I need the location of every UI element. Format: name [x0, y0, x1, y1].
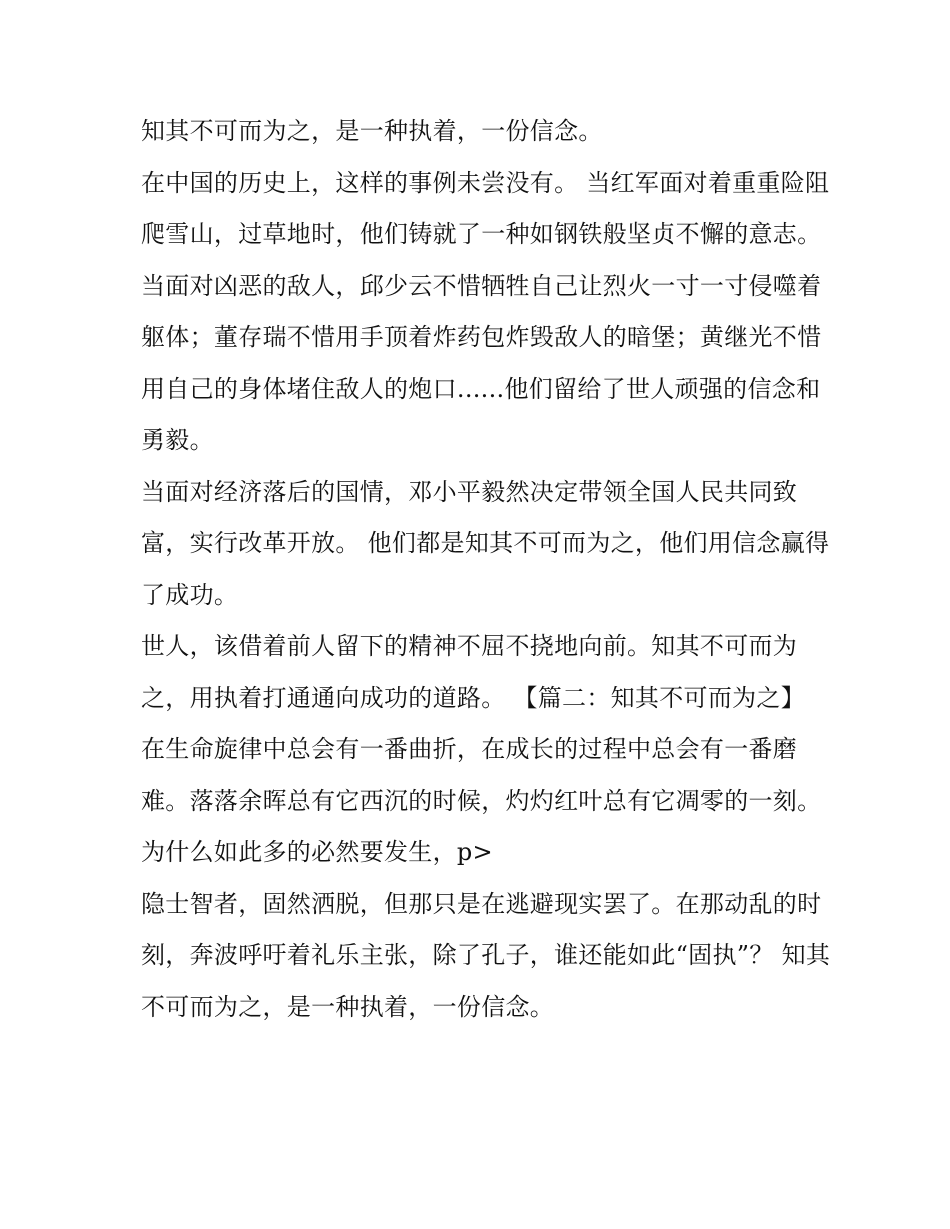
paragraph-1: 知其不可而为之，是一种执着，一份信念。 [141, 117, 603, 145]
essay-body [141, 106, 831, 1033]
paragraph-2: 在中国的历史上，这样的事例未尝没有。 当红军面对着重重险阻爬雪山，过草地时，他们铸就了一种如钢铁般坚贞不懈的意志。 [141, 168, 830, 248]
paragraph-6: 在生命旋律中总会有一番曲折，在成长的过程中总会有一番磨难。落落余晖总有它西沉的时候，灼灼红叶总有它凋零的一刻。为什么如此多的必然要发生，p> [141, 735, 822, 866]
paragraph-4: 当面对经济落后的国情，邓小平毅然决定带领全国人民共同致富，实行改革开放。 他们都是知其不可而为之，他们用信念赢得了成功。 [141, 477, 830, 609]
paragraph-5: 世人，该借着前人留下的精神不屈不挠地向前。知其不可而为之，用执着打通通向成功的道路。 【篇二：知其不可而为之】 [141, 632, 806, 712]
paragraph-3: 当面对凶恶的敌人，邱少云不惜牺牲自己让烈火一寸一寸侵噬着躯体；董存瑞不惜用手顶着炸药包炸毁敌人的暗堡；黄继光不惜用自己的身体堵住敌人的炮口......他们留给了世人顽强的信念和勇毅。 [141, 271, 822, 454]
paragraph-7: 隐士智者，固然洒脱，但那只是在逃避现实罢了。在那动乱的时刻，奔波呼吁着礼乐主张，除了孔子，谁还能如此“固执”？ 知其不可而为之，是一种执着，一份信念。 [141, 889, 831, 1021]
